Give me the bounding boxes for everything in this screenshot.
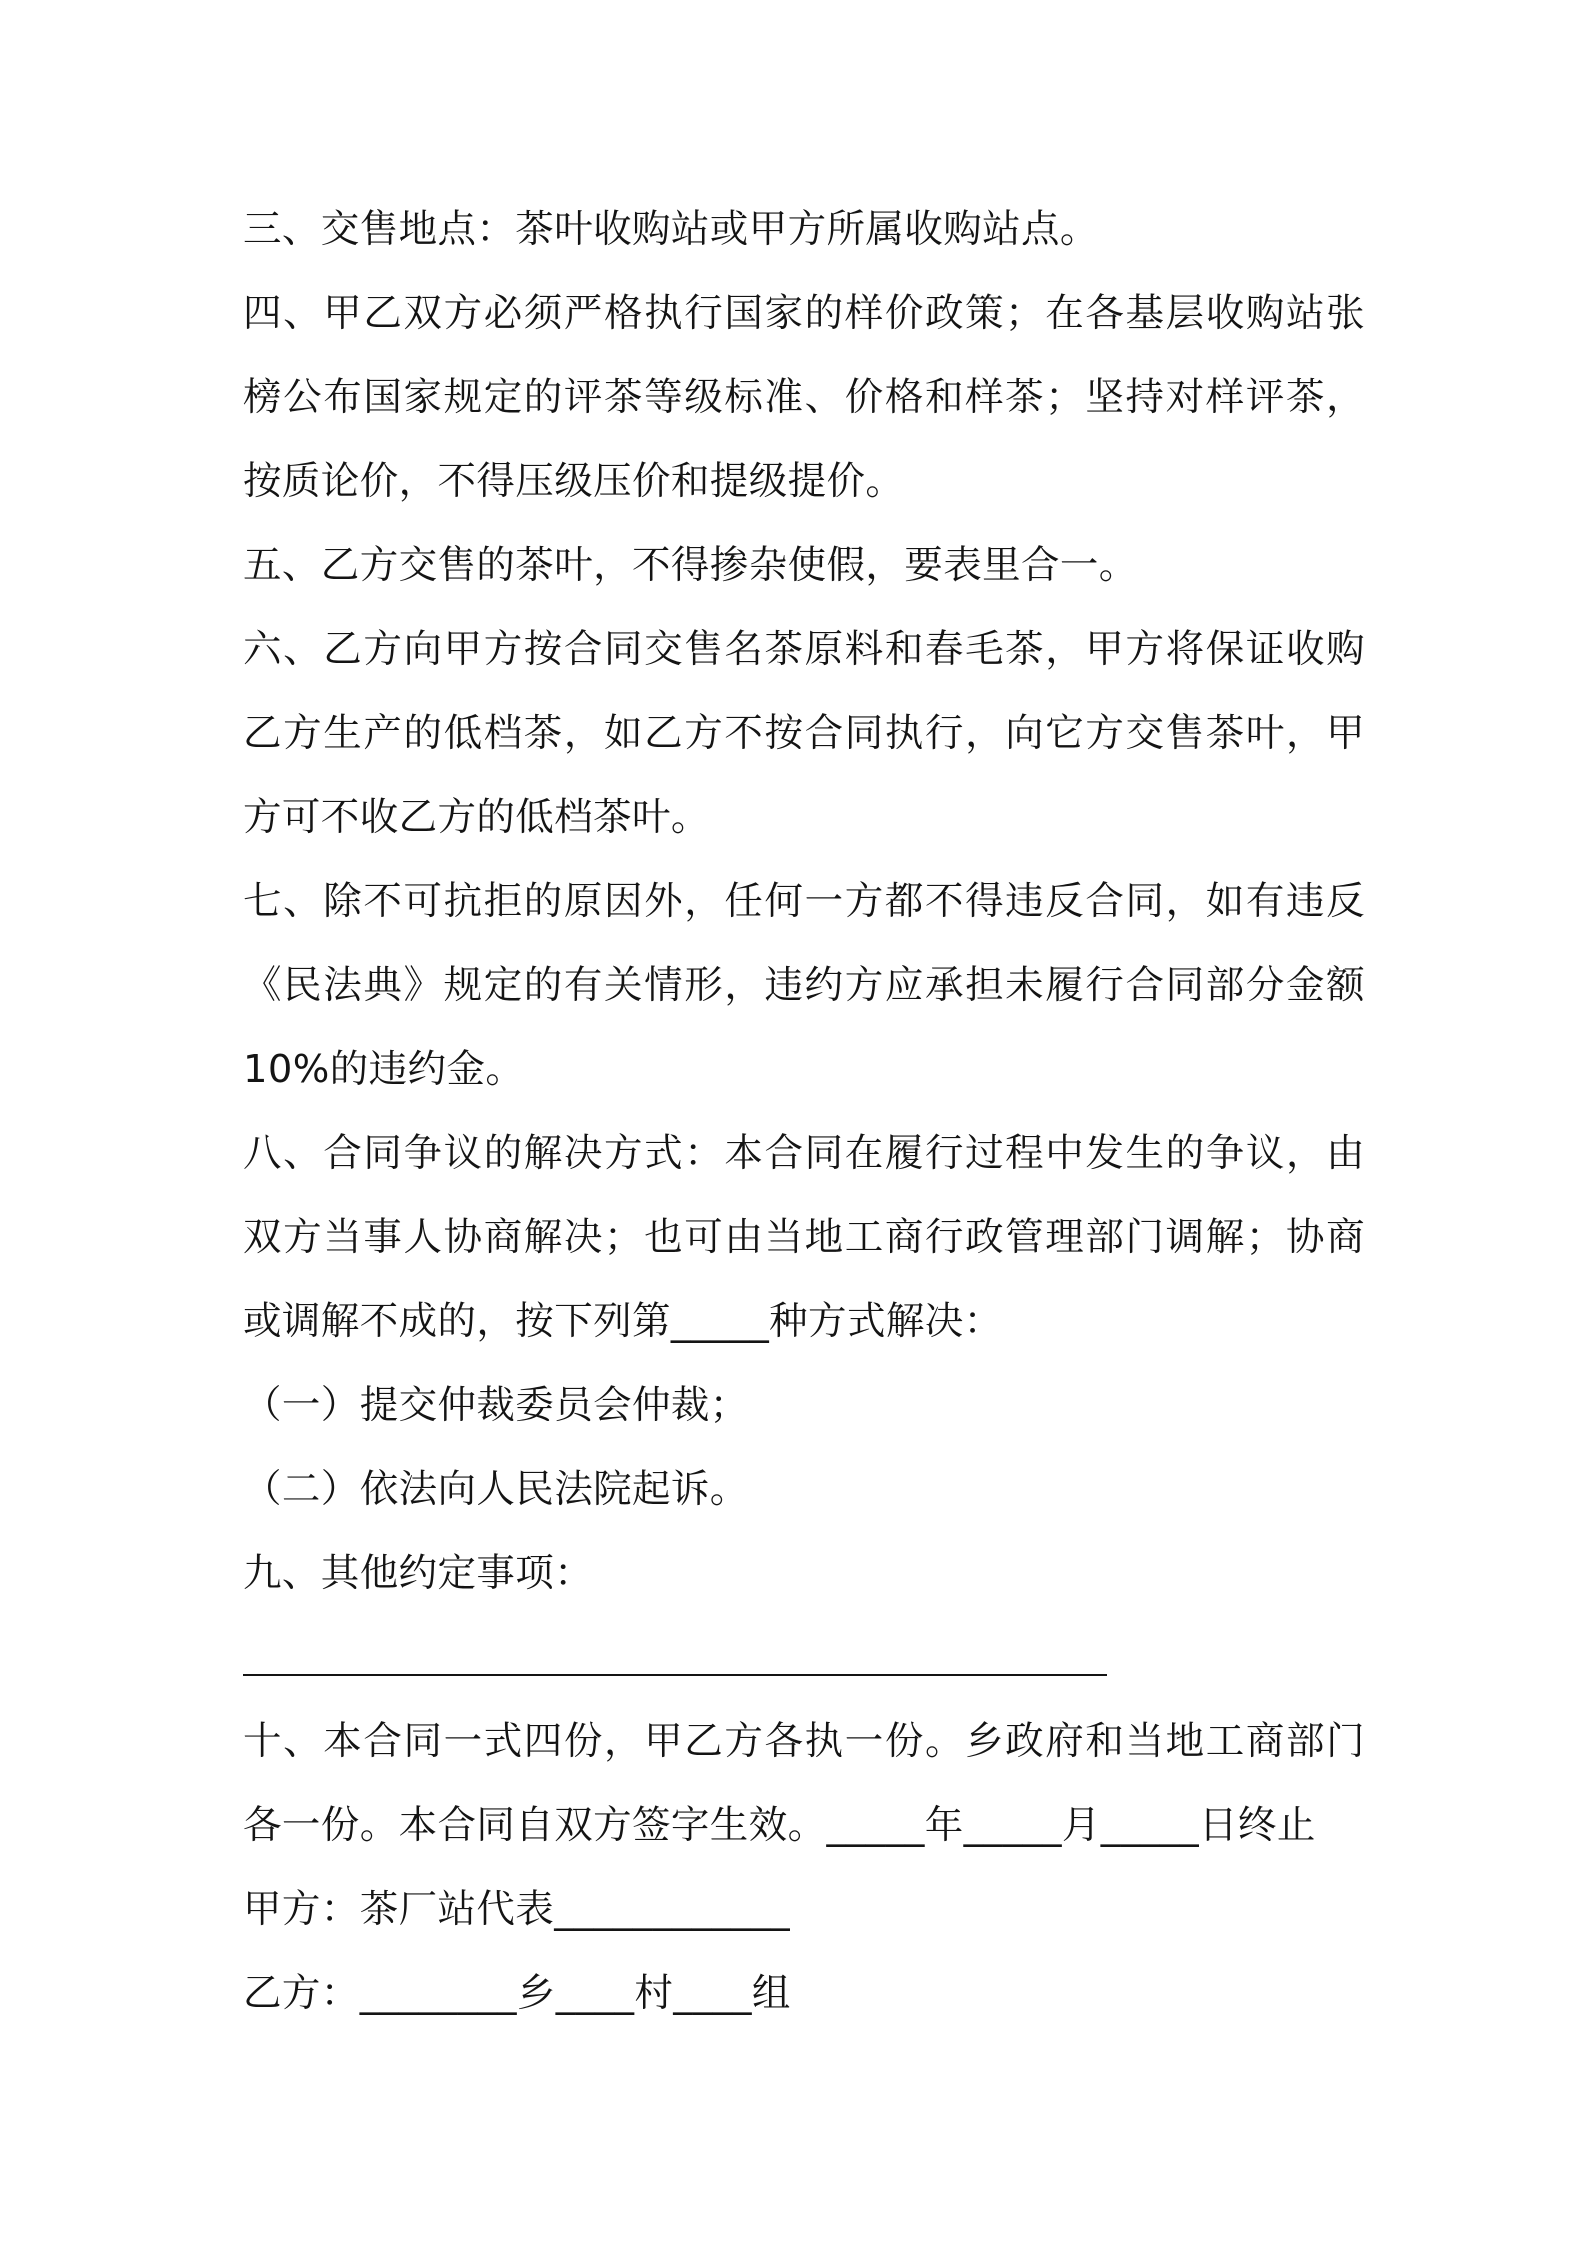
clause-10-copies-and-term: 十、本合同一式四份，甲乙方各执一份。乡政府和当地工商部门各一份。本合同自双方签字生效。_____年_____月_____日终止 <box>243 1719 1365 1848</box>
blank-underline <box>243 1674 1107 1676</box>
clause-5-quality: 五、乙方交售的茶叶，不得掺杂使假，要表里合一。 <box>243 543 1138 588</box>
other-matters-blank-line <box>243 1616 1365 1700</box>
clause-4-pricing-policy: 四、甲乙双方必须严格执行国家的样价政策；在各基层收购站张榜公布国家规定的评茶等级标准、价格和样茶；坚持对样评茶，按质论价，不得压级压价和提级提价。 <box>243 291 1365 504</box>
dispute-option-arbitration: （一）提交仲裁委员会仲裁； <box>243 1383 749 1428</box>
clause-6-purchase-guarantee: 六、乙方向甲方按合同交售名茶原料和春毛茶，甲方将保证收购乙方生产的低档茶，如乙方不按合同执行，向它方交售茶叶，甲方可不收乙方的低档茶叶。 <box>243 627 1365 840</box>
clause-8-dispute-resolution: 八、合同争议的解决方式：本合同在履行过程中发生的争议，由双方当事人协商解决；也可由当地工商行政管理部门调解；协商或调解不成的，按下列第_____种方式解决： <box>243 1131 1365 1344</box>
contract-body <box>243 188 1365 2036</box>
clause-3-delivery-location: 三、交售地点：茶叶收购站或甲方所属收购站点。 <box>243 207 1099 252</box>
dispute-option-litigation: （二）依法向人民法院起诉。 <box>243 1467 749 1512</box>
clause-7-breach-penalty: 七、除不可抗拒的原因外，任何一方都不得违反合同，如有违反《民法典》规定的有关情形，违约方应承担未履行合同部分金额 10%的违约金。 <box>243 879 1365 1092</box>
party-a-signature-line: 甲方：茶厂站代表____________ <box>243 1887 791 1932</box>
clause-9-other-matters: 九、其他约定事项： <box>243 1551 594 1596</box>
party-b-signature-line: 乙方：________乡____村____组 <box>243 1971 791 2016</box>
